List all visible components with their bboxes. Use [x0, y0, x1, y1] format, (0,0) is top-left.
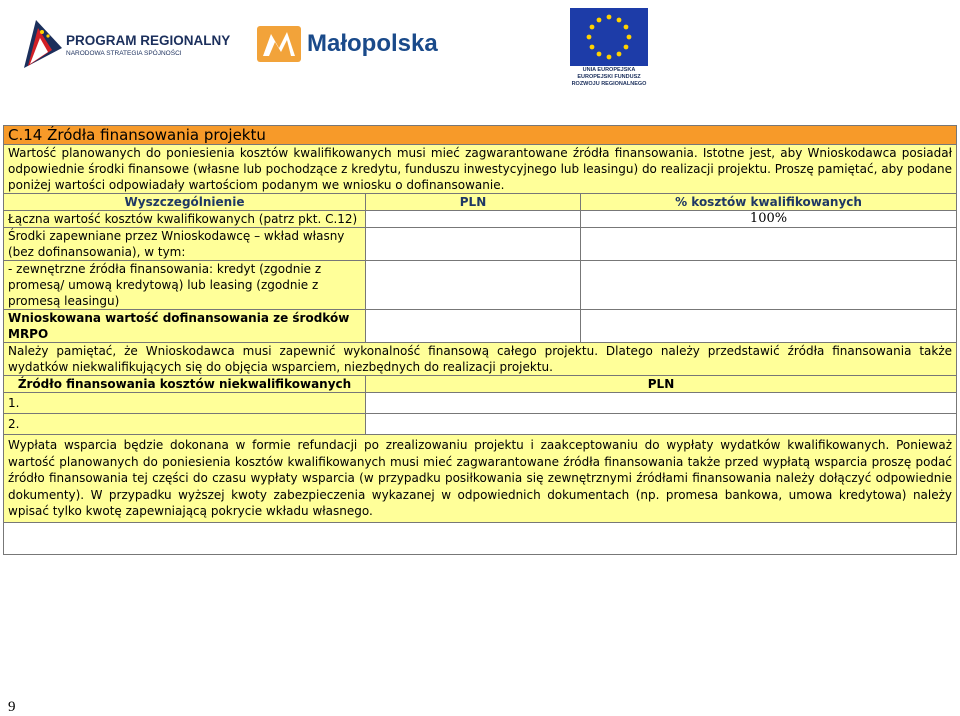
eu-caption-line2: EUROPEJSKI FUNDUSZ: [577, 74, 641, 80]
eu-caption: [567, 67, 651, 88]
malopolska-emblem-icon: [257, 26, 301, 62]
table-row: [4, 211, 957, 228]
financing-sources-form: [3, 125, 957, 555]
financing-answer-field[interactable]: [4, 522, 957, 554]
requested-funding-percent-field[interactable]: [581, 310, 957, 343]
table2-header-pln: PLN: [366, 376, 957, 393]
refund-note: Wypłata wsparcia będzie dokonana w formie refundacji po zrealizowaniu projektu i zaakceptowaniu do wypłaty wydatków kwalifikowanych. Ponieważ wartość planowanych do poniesienia kosztów kwalifikowanych musi mieć zagwarantowane źródła finansowania także przed wypłatą wsparcia proszę podać źródło finansowania tej części do czasu wypłaty wsparcia (w przypadku posiłkowania się zewnętrznymi źródłami finansowania należy dołączyć odpowiednie dokumenty). W przypadku wyższej kwoty zabezpieczenia wykazanej w odpowiednich dokumentach (np. promesa bankowa, umowa kredytowa) należy wpisać tylko kwotę zapewniającą pokrycie wkładu własnego.: [4, 435, 957, 523]
own-contribution-label: Środki zapewniane przez Wnioskodawcę – wkład własny (bez dofinansowania), w tym:: [4, 228, 366, 261]
ineligible-source-1-pln-field[interactable]: [366, 393, 957, 414]
table1-header-pln: PLN: [366, 194, 581, 211]
table1-header-label: Wyszczególnienie: [4, 194, 366, 211]
program-regionalny-subtitle: NARODOWA STRATEGIA SPÓJNOŚCI: [66, 50, 182, 57]
table-row: [4, 310, 957, 343]
table-row: [4, 228, 957, 261]
table-row: [4, 393, 957, 414]
malopolska-name: Małopolska: [307, 30, 438, 57]
table2-header-source: Źródło finansowania kosztów niekwalifikowanych: [4, 376, 366, 393]
section-intro: Wartość planowanych do poniesienia kosztów kwalifikowanych musi mieć zagwarantowane źródła finansowania. Istotne jest, aby Wnioskodawca posiadał odpowiednie środki finansowe (własne lub pochodzące z kredytu, funduszu inwestycyjnego lub leasingu) do realizacji projektu. Proszę pamiętać, aby podane poniżej wartości odpowiadały wartościom podanym we wniosku o dofinansowanie.: [4, 145, 957, 194]
own-contribution-percent-field[interactable]: [581, 228, 957, 261]
financial-feasibility-note: Należy pamiętać, że Wnioskodawca musi zapewnić wykonalność finansową całego projektu. Dlatego należy przedstawić źródła finansowania także wydatków niekwalifikujących się do objęcia wsparciem, niezbędnych do realizacji projektu.: [4, 343, 957, 376]
table-row: [4, 261, 957, 310]
program-regionalny-emblem-icon: [22, 18, 64, 70]
eu-caption-line3: ROZWOJU REGIONALNEGO: [571, 81, 647, 87]
total-eligible-costs-percent: 100%: [581, 211, 957, 228]
ineligible-source-2-pln-field[interactable]: [366, 414, 957, 435]
requested-funding-label: Wnioskowana wartość dofinansowania ze środków MRPO: [4, 310, 366, 343]
ineligible-source-2-label: 2.: [4, 414, 366, 435]
page-number: 9: [8, 699, 16, 715]
requested-funding-pln-field[interactable]: [366, 310, 581, 343]
logo-bar: [0, 0, 960, 110]
program-regionalny-title: PROGRAM REGIONALNY: [66, 33, 231, 48]
ineligible-source-1-label: 1.: [4, 393, 366, 414]
total-eligible-costs-label: Łączna wartość kosztów kwalifikowanych (patrz pkt. C.12): [4, 211, 366, 228]
external-financing-pln-field[interactable]: [366, 261, 581, 310]
total-eligible-costs-pln-field[interactable]: [366, 211, 581, 228]
own-contribution-pln-field[interactable]: [366, 228, 581, 261]
eu-flag-icon: [570, 8, 648, 66]
external-financing-percent-field[interactable]: [581, 261, 957, 310]
table-row: [4, 414, 957, 435]
section-title: C.14 Źródła finansowania projektu: [4, 126, 957, 145]
eu-caption-line1: UNIA EUROPEJSKA: [582, 67, 636, 73]
table1-header-percent: % kosztów kwalifikowanych: [581, 194, 957, 211]
external-financing-label: - zewnętrzne źródła finansowania: kredyt (zgodnie z promesą/ umową kredytową) lub leasing (zgodnie z promesą leasingu): [4, 261, 366, 310]
